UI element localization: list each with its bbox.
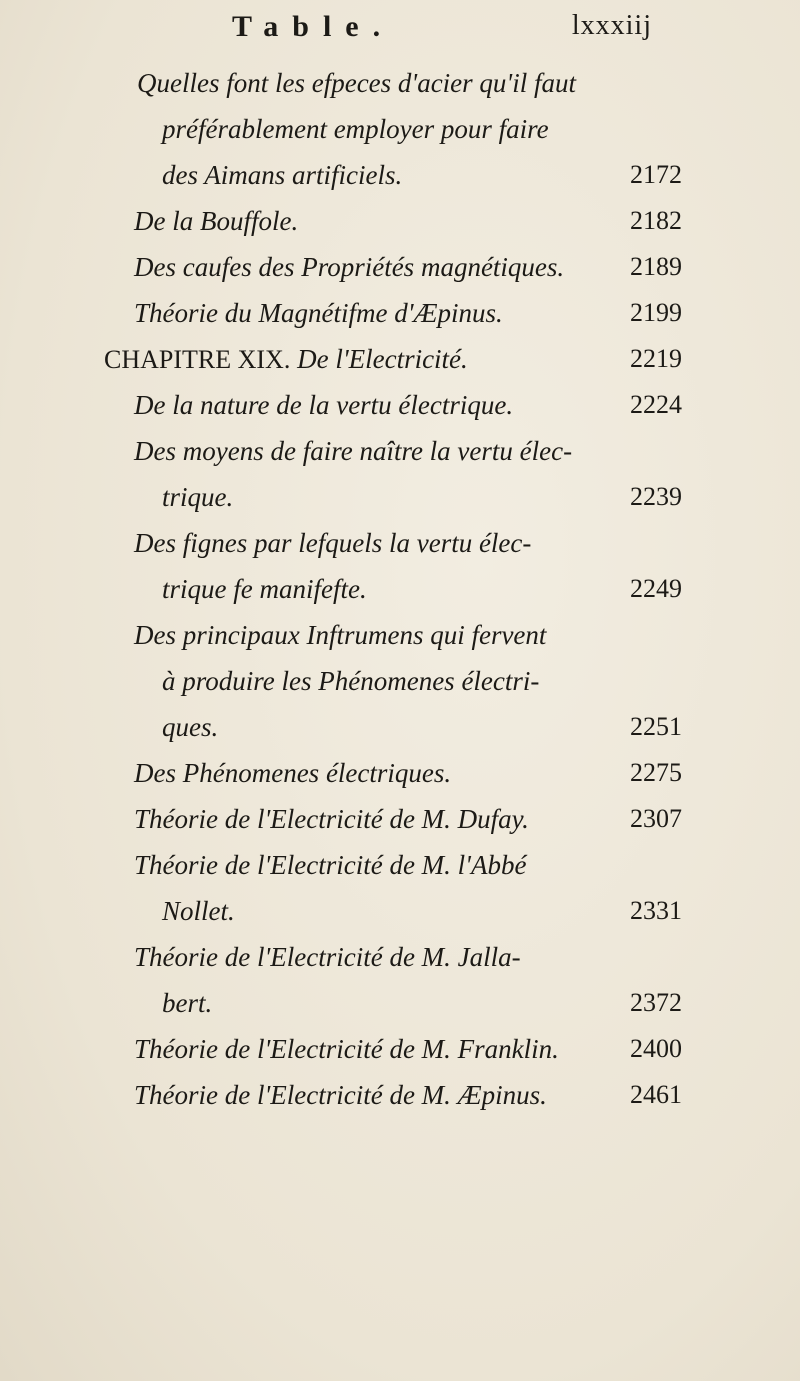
toc-entry-text: à produire les Phénomenes électri- — [162, 666, 540, 696]
toc-entry — [162, 566, 367, 612]
toc-page-number: 2372 — [630, 988, 682, 1017]
toc-page-number: 2307 — [630, 804, 682, 833]
toc-entry — [137, 60, 576, 106]
toc-entry-text: Théorie du Magnétifme d'Æpinus. — [134, 298, 503, 328]
toc-entry-text: des Aimans artificiels. — [162, 160, 403, 190]
toc-page-number: 2224 — [630, 390, 682, 419]
toc-entry-text: Théorie de l'Electricité de M. Jalla- — [134, 942, 521, 972]
toc-entry — [162, 474, 233, 520]
toc-page-number: 2189 — [630, 252, 682, 281]
toc-entry-text: Théorie de l'Electricité de M. Franklin. — [134, 1034, 559, 1064]
toc-page-number: 2400 — [630, 1034, 682, 1063]
toc-entry — [134, 750, 451, 796]
toc-page-number: 2251 — [630, 712, 682, 741]
toc-entry-text: trique fe manifefte. — [162, 574, 367, 604]
toc-page-number: 2331 — [630, 896, 682, 925]
toc-entry-text: trique. — [162, 482, 234, 512]
toc-entry — [134, 842, 526, 888]
toc-entry — [134, 1026, 559, 1072]
toc-entry — [134, 934, 521, 980]
toc-entry — [162, 704, 218, 750]
toc-entry — [162, 888, 235, 934]
toc-entry-text: Théorie de l'Electricité de M. Dufay. — [134, 804, 529, 834]
toc-page-number: 2249 — [630, 574, 682, 603]
toc-entry-text: ques. — [162, 712, 219, 742]
toc-page-number: 2239 — [630, 482, 682, 511]
toc-entry — [134, 520, 531, 566]
toc-entry — [134, 612, 546, 658]
toc-entry-text: De la nature de la vertu électrique. — [134, 390, 514, 420]
toc-page-number: 2182 — [630, 206, 682, 235]
toc-entry-text: bert. — [162, 988, 213, 1018]
toc-entry-text: Des caufes des Propriétés magnétiques. — [134, 252, 565, 282]
toc-entry — [134, 796, 529, 842]
toc-entry — [134, 198, 298, 244]
toc-page-number: 2219 — [630, 344, 682, 373]
toc-entry — [134, 244, 564, 290]
toc-entry-text: Théorie de l'Electricité de M. Æpinus. — [134, 1080, 547, 1110]
toc-page-number: 2199 — [630, 298, 682, 327]
toc-entry-text: Quelles font les efpeces d'acier qu'il faut — [137, 68, 576, 98]
chapter-label: CHAPITRE XIX. — [104, 345, 291, 374]
toc-entry-text: Des fignes par lefquels la vertu élec- — [134, 528, 532, 558]
running-head — [0, 8, 800, 58]
toc-entry-text: De la Bouffole. — [134, 206, 299, 236]
toc-entry — [134, 1072, 547, 1118]
toc-entry — [134, 290, 503, 336]
toc-entry-text: Des moyens de faire naître la vertu élec- — [134, 436, 573, 466]
toc-chapter-entry — [104, 336, 468, 382]
toc-entry-text: Des principaux Inftrumens qui fervent — [134, 620, 547, 650]
toc-entry-text: De l'Electricité. — [297, 344, 468, 374]
toc-page-number: 2461 — [630, 1080, 682, 1109]
toc-entry — [162, 658, 539, 704]
toc-page-number: 2275 — [630, 758, 682, 787]
toc-entry-text: Théorie de l'Electricité de M. l'Abbé — [134, 850, 527, 880]
toc-entry-text: Des Phénomenes électriques. — [134, 758, 452, 788]
toc-entry — [162, 152, 402, 198]
toc-entry — [134, 382, 513, 428]
toc-page-number: 2172 — [630, 160, 682, 189]
running-title: Table. — [232, 10, 395, 43]
toc-entry — [134, 428, 572, 474]
toc-entry-text: Nollet. — [162, 896, 235, 926]
toc-entry — [162, 106, 549, 152]
toc-entry — [162, 980, 212, 1026]
folio-number: lxxxiij — [571, 10, 652, 41]
toc-entry-text: préférablement employer pour faire — [162, 114, 549, 144]
